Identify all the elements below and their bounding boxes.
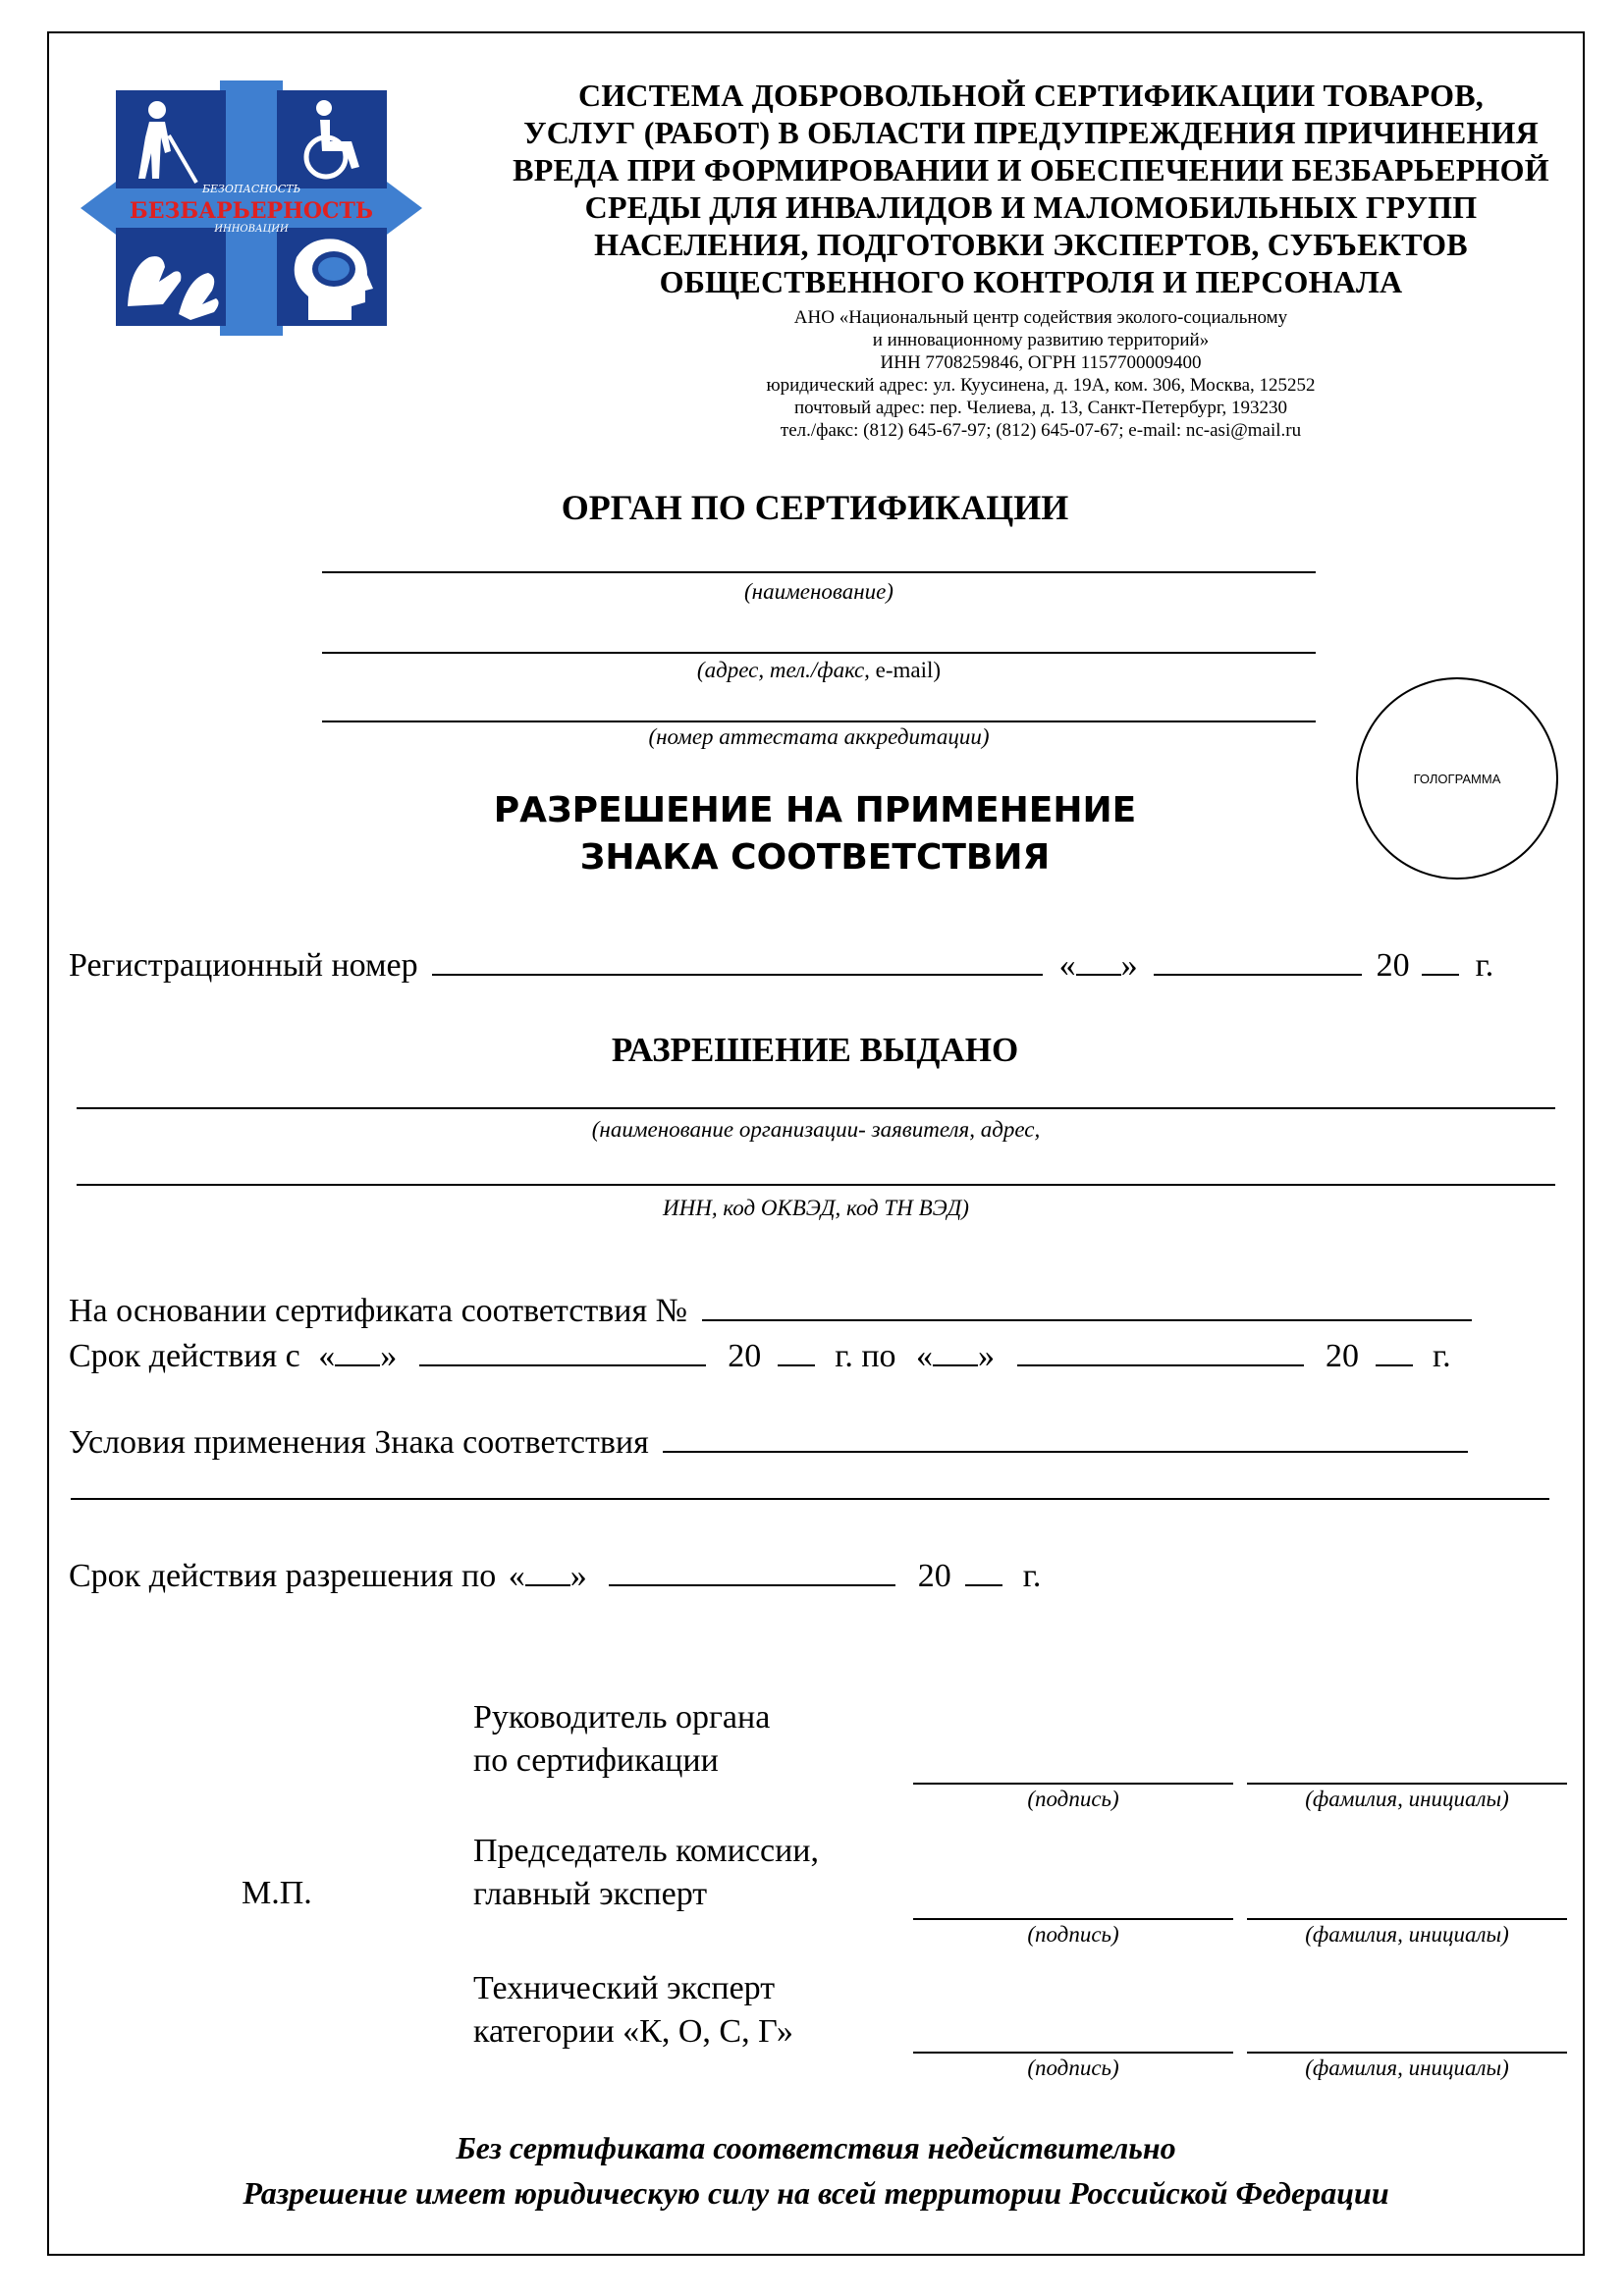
organ-name-field[interactable] (322, 571, 1316, 573)
org-detail-line: АНО «Национальный центр содействия эколого-социальному (793, 307, 1288, 328)
quote-close: » (380, 1338, 398, 1374)
hologram-circle (1356, 677, 1558, 880)
org-detail-line: почтовый адрес: пер. Челиева, д. 13, Санкт-Петербург, 193230 (793, 398, 1288, 418)
conditions-field[interactable] (663, 1421, 1468, 1453)
validity-to-month-field[interactable] (1017, 1335, 1304, 1366)
hologram-label: ГОЛОГРАММА (1413, 771, 1501, 786)
certificate-basis-label: На основании сертификата соответствия № (69, 1293, 688, 1329)
quote-open: « (916, 1338, 934, 1374)
registration-row (69, 944, 1571, 986)
name-caption: (фамилия, инициалы) (1305, 1922, 1509, 1947)
certificate-basis-row (69, 1290, 1571, 1331)
bezbarernost-logo (81, 80, 422, 336)
org-detail-line: ИНН 7708259846, ОГРН 1157700009400 (880, 352, 1202, 373)
signer-role-line: Руководитель органа (473, 1699, 771, 1735)
permit-title (324, 787, 1306, 881)
quote-open: « (508, 1558, 525, 1594)
name-caption: (фамилия, инициалы) (1305, 1787, 1509, 1811)
head-brain-icon (277, 228, 387, 326)
name-field[interactable] (1247, 1783, 1567, 1785)
quote-open: « (318, 1338, 336, 1374)
organ-name-caption: (наименование) (744, 579, 893, 604)
signature-caption: (подпись) (1027, 1787, 1119, 1811)
organ-address-field[interactable] (322, 652, 1316, 654)
validity-to-day-field[interactable] (933, 1335, 978, 1366)
year-prefix: 20 (1376, 947, 1410, 984)
year-suffix: г. (1433, 1338, 1451, 1374)
signature-field[interactable] (913, 1918, 1233, 1920)
year-suffix: г. (1475, 947, 1494, 984)
applicant-field-line1[interactable] (77, 1107, 1555, 1109)
logo-bottom-text: ИННОВАЦИИ (214, 224, 289, 235)
quote-close: » (1120, 947, 1138, 984)
signer-role-line: по сертификации (473, 1742, 719, 1779)
signer-role-head (473, 1696, 770, 1783)
validity-from-month-field[interactable] (419, 1335, 706, 1366)
registration-label: Регистрационный номер (69, 947, 418, 984)
accreditation-number-field[interactable] (322, 721, 1316, 722)
stamp-place: М.П. (242, 1875, 312, 1911)
signature-field[interactable] (913, 2052, 1233, 2054)
signature-caption: (подпись) (1027, 1922, 1119, 1947)
registration-month-field[interactable] (1154, 944, 1362, 976)
year-prefix: 20 (728, 1338, 762, 1374)
year-suffix: г. (1022, 1558, 1042, 1594)
organ-title: ОРГАН ПО СЕРТИФИКАЦИИ (561, 488, 1069, 527)
validity-to-label: г. по (835, 1338, 896, 1374)
name-field[interactable] (1247, 2052, 1567, 2054)
applicant-caption2: ИНН, код ОКВЭД, код ТН ВЭД) (663, 1196, 969, 1220)
wheelchair-icon (277, 90, 387, 188)
organ-address-caption-plain: e-mail) (869, 658, 942, 682)
organization-details (550, 306, 1532, 442)
sign-language-icon (116, 228, 226, 326)
permit-validity-label: Срок действия разрешения по (69, 1558, 497, 1594)
name-caption: (фамилия, инициалы) (1305, 2056, 1509, 2080)
accreditation-caption: (номер аттестата аккредитации) (648, 724, 990, 749)
permit-validity-day-field[interactable] (525, 1555, 570, 1586)
permit-validity-row (69, 1555, 1571, 1596)
logo-top-text: БЕЗОПАСНОСТЬ (201, 183, 301, 195)
validity-label: Срок действия с (69, 1338, 300, 1374)
validity-row (69, 1335, 1571, 1376)
quote-close: » (978, 1338, 996, 1374)
conditions-label: Условия применения Знака соответствия (69, 1424, 649, 1461)
validity-from-day-field[interactable] (335, 1335, 380, 1366)
registration-day-field[interactable] (1076, 944, 1121, 976)
signer-role-technical (473, 1967, 793, 2054)
org-detail-line: и инновационному развитию территорий» (872, 330, 1210, 350)
quote-close: » (569, 1558, 587, 1594)
signature-caption: (подпись) (1027, 2056, 1119, 2080)
year-prefix: 20 (917, 1558, 951, 1594)
conditions-row (69, 1421, 1571, 1463)
signer-role-chairman (473, 1830, 819, 1916)
organ-address-caption (322, 658, 1316, 683)
name-field[interactable] (1247, 1918, 1567, 1920)
permit-validity-year-field[interactable] (965, 1555, 1002, 1586)
year-prefix: 20 (1326, 1338, 1360, 1374)
system-title-line: НАСЕЛЕНИЯ, ПОДГОТОВКИ ЭКСПЕРТОВ, СУБЪЕКТОВ (594, 227, 1468, 262)
footer-note-validity: Без сертификата соответствия недействительно (456, 2130, 1176, 2165)
permit-validity-month-field[interactable] (609, 1555, 895, 1586)
permit-title-line1: РАЗРЕШЕНИЕ НА ПРИМЕНЕНИЕ (493, 790, 1137, 830)
permit-title-line2: ЗНАКА СООТВЕТСТВИЯ (579, 837, 1051, 878)
system-title-line: СРЕДЫ ДЛЯ ИНВАЛИДОВ И МАЛОМОБИЛЬНЫХ ГРУПП (584, 189, 1478, 225)
system-title-line: СИСТЕМА ДОБРОВОЛЬНОЙ СЕРТИФИКАЦИИ ТОВАРОВ, (578, 78, 1484, 113)
signer-role-line: Председатель комиссии, (473, 1833, 820, 1869)
signer-role-line: главный эксперт (473, 1876, 708, 1912)
org-detail-line: юридический адрес: ул. Куусинена, д. 19А, ком. 306, Москва, 125252 (766, 375, 1316, 396)
quote-open: « (1058, 947, 1076, 984)
signer-role-line: категории «К, О, С, Г» (473, 2013, 793, 2050)
footer-note-jurisdiction: Разрешение имеет юридическую силу на всей территории Российской Федерации (243, 2175, 1389, 2211)
conditions-field-line2[interactable] (71, 1498, 1549, 1500)
logo-main-text: БЕЗБАРЬЕРНОСТЬ (129, 198, 374, 224)
signature-field[interactable] (913, 1783, 1233, 1785)
validity-from-year-field[interactable] (778, 1335, 815, 1366)
system-title-line: ВРЕДА ПРИ ФОРМИРОВАНИИ И ОБЕСПЕЧЕНИИ БЕЗБАРЬЕРНОЙ (513, 152, 1549, 187)
system-title-line: УСЛУГ (РАБОТ) В ОБЛАСТИ ПРЕДУПРЕЖДЕНИЯ ПРИЧИНЕНИЯ (523, 115, 1539, 150)
certificate-number-field[interactable] (702, 1290, 1472, 1321)
registration-number-field[interactable] (432, 944, 1043, 976)
applicant-field-line2[interactable] (77, 1184, 1555, 1186)
signer-role-line: Технический эксперт (473, 1970, 776, 2006)
applicant-caption1: (наименование организации- заявителя, адрес, (591, 1117, 1041, 1142)
system-title (442, 77, 1620, 300)
org-detail-line: тел./факс: (812) 645-67-97; (812) 645-07-67; e-mail: nc-asi@mail.ru (780, 420, 1302, 441)
organ-address-caption-italic: (адрес, тел./факс, (696, 658, 870, 682)
blind-person-icon (116, 90, 226, 188)
issued-title: РАЗРЕШЕНИЕ ВЫДАНО (611, 1031, 1019, 1069)
validity-to-year-field[interactable] (1376, 1335, 1413, 1366)
system-title-line: ОБЩЕСТВЕННОГО КОНТРОЛЯ И ПЕРСОНАЛА (659, 264, 1403, 299)
registration-year-field[interactable] (1422, 944, 1459, 976)
